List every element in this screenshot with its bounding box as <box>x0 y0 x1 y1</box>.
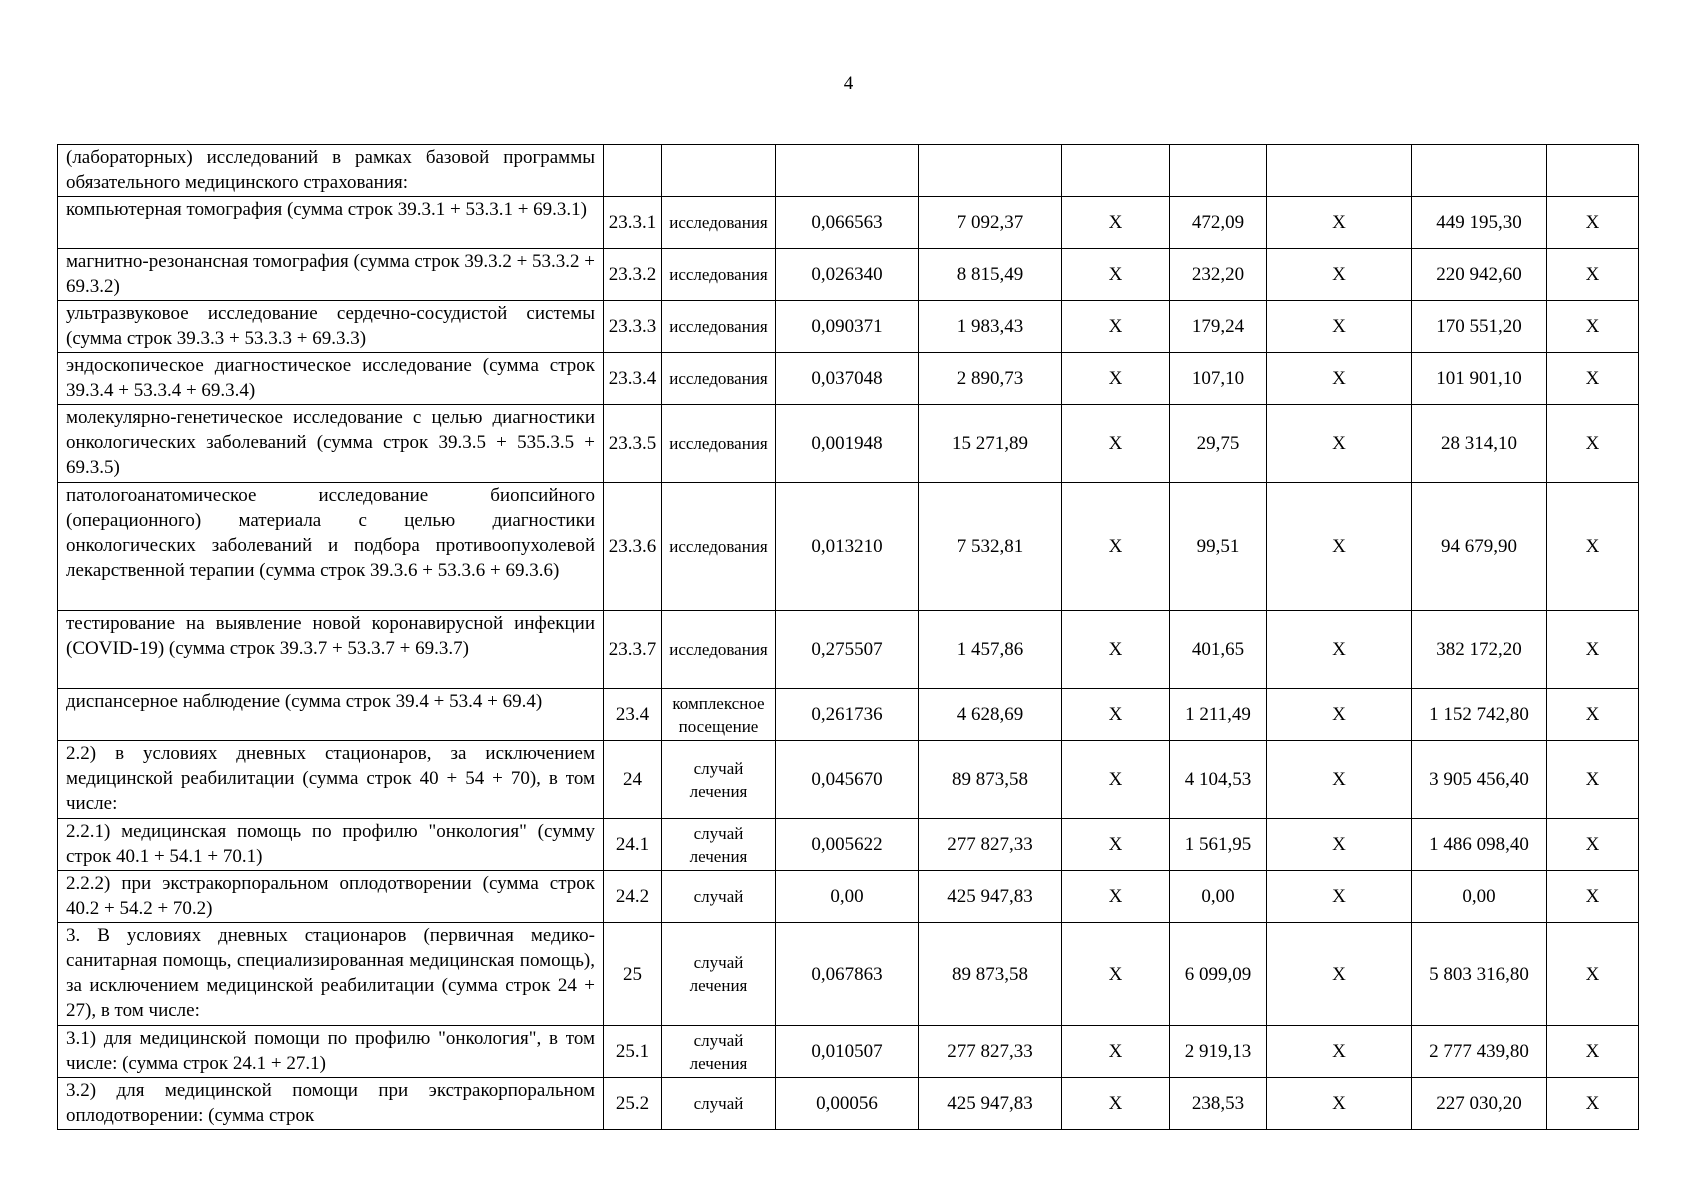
total-cost-cell: 3 905 456,40 <box>1412 741 1547 819</box>
x-mark-cell: X <box>1267 819 1412 871</box>
cost-per-unit-cell: 425 947,83 <box>919 1078 1062 1130</box>
unit-of-measure-cell: исследования <box>662 405 776 483</box>
table-body <box>58 145 1639 1130</box>
x-mark-cell: X <box>1062 1078 1170 1130</box>
row-description-cell: 3. В условиях дневных стационаров (первичная медико-санитарная помощь, специализированная медицинская помощь), за исключением медицинской реабилитации (сумма строк 24 + 27), в том числе: <box>58 923 604 1026</box>
table-row <box>58 197 1639 249</box>
page-number: 4 <box>843 73 854 94</box>
total-cost-cell: 1 486 098,40 <box>1412 819 1547 871</box>
standard-volume-cell: 0,037048 <box>776 353 919 405</box>
total-cost-cell: 101 901,10 <box>1412 353 1547 405</box>
x-mark-cell: X <box>1547 741 1639 819</box>
unit-of-measure-cell: случай лечения <box>662 741 776 819</box>
x-mark-cell: X <box>1062 405 1170 483</box>
per-capita-norm-cell: 6 099,09 <box>1170 923 1267 1026</box>
row-description-cell: 3.2) для медицинской помощи при экстракорпоральном оплодотворении: (сумма строк <box>58 1078 604 1130</box>
row-description-cell: диспансерное наблюдение (сумма строк 39.4 + 53.4 + 69.4) <box>58 689 604 741</box>
x-mark-cell: X <box>1547 197 1639 249</box>
row-number-cell: 24.1 <box>604 819 662 871</box>
cost-per-unit-cell: 8 815,49 <box>919 249 1062 301</box>
total-cost-cell: 170 551,20 <box>1412 301 1547 353</box>
table-row <box>58 819 1639 871</box>
unit-of-measure-cell <box>662 145 776 197</box>
table-row <box>58 249 1639 301</box>
standard-volume-cell: 0,067863 <box>776 923 919 1026</box>
total-cost-cell: 382 172,20 <box>1412 611 1547 689</box>
total-cost-cell <box>1412 145 1547 197</box>
cost-per-unit-cell: 1 457,86 <box>919 611 1062 689</box>
table-row <box>58 353 1639 405</box>
row-number-cell: 24.2 <box>604 871 662 923</box>
row-number-cell: 23.3.4 <box>604 353 662 405</box>
x-mark-cell: X <box>1547 689 1639 741</box>
standard-volume-cell: 0,045670 <box>776 741 919 819</box>
row-number-cell: 23.3.3 <box>604 301 662 353</box>
unit-of-measure-cell: исследования <box>662 249 776 301</box>
x-mark-cell: X <box>1062 249 1170 301</box>
x-mark-cell <box>1062 145 1170 197</box>
x-mark-cell: X <box>1267 483 1412 611</box>
per-capita-norm-cell: 0,00 <box>1170 871 1267 923</box>
unit-of-measure-cell: исследования <box>662 611 776 689</box>
row-description-cell: магнитно-резонансная томография (сумма строк 39.3.2 + 53.3.2 + 69.3.2) <box>58 249 604 301</box>
unit-of-measure-cell: исследования <box>662 301 776 353</box>
x-mark-cell: X <box>1062 353 1170 405</box>
row-number-cell: 23.3.1 <box>604 197 662 249</box>
table-row <box>58 741 1639 819</box>
cost-per-unit-cell: 2 890,73 <box>919 353 1062 405</box>
row-number-cell <box>604 145 662 197</box>
unit-of-measure-cell: исследования <box>662 197 776 249</box>
row-description-cell: молекулярно-генетическое исследование с целью диагностики онкологических заболеваний (сумма строк 39.3.5 + 535.3.5 + 69.3.5) <box>58 405 604 483</box>
x-mark-cell: X <box>1547 353 1639 405</box>
total-cost-cell: 94 679,90 <box>1412 483 1547 611</box>
per-capita-norm-cell <box>1170 145 1267 197</box>
row-number-cell: 23.3.2 <box>604 249 662 301</box>
x-mark-cell: X <box>1062 871 1170 923</box>
x-mark-cell: X <box>1062 301 1170 353</box>
row-description-cell: эндоскопическое диагностическое исследование (сумма строк 39.3.4 + 53.3.4 + 69.3.4) <box>58 353 604 405</box>
total-cost-cell: 2 777 439,80 <box>1412 1026 1547 1078</box>
row-description-cell: 3.1) для медицинской помощи по профилю "онкология", в том числе: (сумма строк 24.1 + 27.1) <box>58 1026 604 1078</box>
per-capita-norm-cell: 238,53 <box>1170 1078 1267 1130</box>
per-capita-norm-cell: 401,65 <box>1170 611 1267 689</box>
x-mark-cell: X <box>1062 1026 1170 1078</box>
row-description-cell: тестирование на выявление новой коронавирусной инфекции (COVID-19) (сумма строк 39.3.7 + 53.3.7 + 69.3.7) <box>58 611 604 689</box>
x-mark-cell: X <box>1267 301 1412 353</box>
unit-of-measure-cell: исследования <box>662 483 776 611</box>
cost-per-unit-cell <box>919 145 1062 197</box>
cost-per-unit-cell: 89 873,58 <box>919 923 1062 1026</box>
table-row <box>58 923 1639 1026</box>
x-mark-cell: X <box>1547 611 1639 689</box>
x-mark-cell: X <box>1267 197 1412 249</box>
row-description-cell: компьютерная томография (сумма строк 39.3.1 + 53.3.1 + 69.3.1) <box>58 197 604 249</box>
total-cost-cell: 28 314,10 <box>1412 405 1547 483</box>
unit-of-measure-cell: случай <box>662 871 776 923</box>
row-description-cell: 2.2.2) при экстракорпоральном оплодотворении (сумма строк 40.2 + 54.2 + 70.2) <box>58 871 604 923</box>
table-row <box>58 145 1639 197</box>
standard-volume-cell: 0,00 <box>776 871 919 923</box>
data-table <box>57 144 1639 1130</box>
cost-per-unit-cell: 7 092,37 <box>919 197 1062 249</box>
row-description-cell: (лабораторных) исследований в рамках базовой программы обязательного медицинского страхования: <box>58 145 604 197</box>
x-mark-cell: X <box>1547 249 1639 301</box>
x-mark-cell: X <box>1267 923 1412 1026</box>
row-number-cell: 25.1 <box>604 1026 662 1078</box>
total-cost-cell: 0,00 <box>1412 871 1547 923</box>
x-mark-cell: X <box>1547 301 1639 353</box>
table-row <box>58 871 1639 923</box>
per-capita-norm-cell: 4 104,53 <box>1170 741 1267 819</box>
standard-volume-cell: 0,013210 <box>776 483 919 611</box>
row-number-cell: 25 <box>604 923 662 1026</box>
row-description-cell: 2.2.1) медицинская помощь по профилю "онкология" (сумму строк 40.1 + 54.1 + 70.1) <box>58 819 604 871</box>
x-mark-cell: X <box>1267 871 1412 923</box>
x-mark-cell: X <box>1062 689 1170 741</box>
standard-volume-cell: 0,026340 <box>776 249 919 301</box>
x-mark-cell: X <box>1267 353 1412 405</box>
x-mark-cell: X <box>1062 923 1170 1026</box>
per-capita-norm-cell: 232,20 <box>1170 249 1267 301</box>
standard-volume-cell: 0,001948 <box>776 405 919 483</box>
unit-of-measure-cell: случай лечения <box>662 819 776 871</box>
cost-per-unit-cell: 277 827,33 <box>919 1026 1062 1078</box>
x-mark-cell: X <box>1547 923 1639 1026</box>
row-number-cell: 23.3.5 <box>604 405 662 483</box>
x-mark-cell: X <box>1547 405 1639 483</box>
x-mark-cell: X <box>1267 1078 1412 1130</box>
x-mark-cell: X <box>1547 1026 1639 1078</box>
unit-of-measure-cell: случай лечения <box>662 1026 776 1078</box>
x-mark-cell <box>1267 145 1412 197</box>
per-capita-norm-cell: 107,10 <box>1170 353 1267 405</box>
total-cost-cell: 220 942,60 <box>1412 249 1547 301</box>
total-cost-cell: 227 030,20 <box>1412 1078 1547 1130</box>
row-number-cell: 24 <box>604 741 662 819</box>
unit-of-measure-cell: исследования <box>662 353 776 405</box>
table-row <box>58 483 1639 611</box>
table-row <box>58 405 1639 483</box>
total-cost-cell: 449 195,30 <box>1412 197 1547 249</box>
per-capita-norm-cell: 2 919,13 <box>1170 1026 1267 1078</box>
per-capita-norm-cell: 1 561,95 <box>1170 819 1267 871</box>
standard-volume-cell: 0,005622 <box>776 819 919 871</box>
x-mark-cell <box>1547 145 1639 197</box>
x-mark-cell: X <box>1547 1078 1639 1130</box>
row-number-cell: 23.3.7 <box>604 611 662 689</box>
cost-per-unit-cell: 89 873,58 <box>919 741 1062 819</box>
row-number-cell: 23.4 <box>604 689 662 741</box>
standard-volume-cell: 0,275507 <box>776 611 919 689</box>
cost-per-unit-cell: 425 947,83 <box>919 871 1062 923</box>
cost-per-unit-cell: 7 532,81 <box>919 483 1062 611</box>
table-row <box>58 301 1639 353</box>
standard-volume-cell: 0,090371 <box>776 301 919 353</box>
x-mark-cell: X <box>1267 741 1412 819</box>
table-row <box>58 689 1639 741</box>
x-mark-cell: X <box>1547 819 1639 871</box>
x-mark-cell: X <box>1267 1026 1412 1078</box>
unit-of-measure-cell: случай <box>662 1078 776 1130</box>
table-row <box>58 1026 1639 1078</box>
table-row <box>58 1078 1639 1130</box>
table-row <box>58 611 1639 689</box>
row-number-cell: 23.3.6 <box>604 483 662 611</box>
x-mark-cell: X <box>1267 249 1412 301</box>
per-capita-norm-cell: 472,09 <box>1170 197 1267 249</box>
cost-per-unit-cell: 15 271,89 <box>919 405 1062 483</box>
x-mark-cell: X <box>1062 819 1170 871</box>
per-capita-norm-cell: 29,75 <box>1170 405 1267 483</box>
cost-per-unit-cell: 277 827,33 <box>919 819 1062 871</box>
x-mark-cell: X <box>1062 741 1170 819</box>
x-mark-cell: X <box>1547 483 1639 611</box>
per-capita-norm-cell: 99,51 <box>1170 483 1267 611</box>
cost-per-unit-cell: 4 628,69 <box>919 689 1062 741</box>
standard-volume-cell <box>776 145 919 197</box>
total-cost-cell: 1 152 742,80 <box>1412 689 1547 741</box>
row-description-cell: ультразвуковое исследование сердечно-сосудистой системы (сумма строк 39.3.3 + 53.3.3 + 69.3.3) <box>58 301 604 353</box>
unit-of-measure-cell: случай лечения <box>662 923 776 1026</box>
per-capita-norm-cell: 179,24 <box>1170 301 1267 353</box>
row-description-cell: патологоанатомическое исследование биопсийного (операционного) материала с целью диагностики онкологических заболеваний и подбора противоопухолевой лекарственной терапии (сумма строк 39.3.6 + 53.3.6 + 69.3.6) <box>58 483 604 611</box>
total-cost-cell: 5 803 316,80 <box>1412 923 1547 1026</box>
row-number-cell: 25.2 <box>604 1078 662 1130</box>
standard-volume-cell: 0,010507 <box>776 1026 919 1078</box>
x-mark-cell: X <box>1267 611 1412 689</box>
unit-of-measure-cell: комплексное посещение <box>662 689 776 741</box>
standard-volume-cell: 0,00056 <box>776 1078 919 1130</box>
x-mark-cell: X <box>1267 405 1412 483</box>
x-mark-cell: X <box>1062 483 1170 611</box>
x-mark-cell: X <box>1062 611 1170 689</box>
cost-per-unit-cell: 1 983,43 <box>919 301 1062 353</box>
per-capita-norm-cell: 1 211,49 <box>1170 689 1267 741</box>
x-mark-cell: X <box>1547 871 1639 923</box>
standard-volume-cell: 0,261736 <box>776 689 919 741</box>
x-mark-cell: X <box>1267 689 1412 741</box>
row-description-cell: 2.2) в условиях дневных стационаров, за исключением медицинской реабилитации (сумма строк 40 + 54 + 70), в том числе: <box>58 741 604 819</box>
x-mark-cell: X <box>1062 197 1170 249</box>
standard-volume-cell: 0,066563 <box>776 197 919 249</box>
